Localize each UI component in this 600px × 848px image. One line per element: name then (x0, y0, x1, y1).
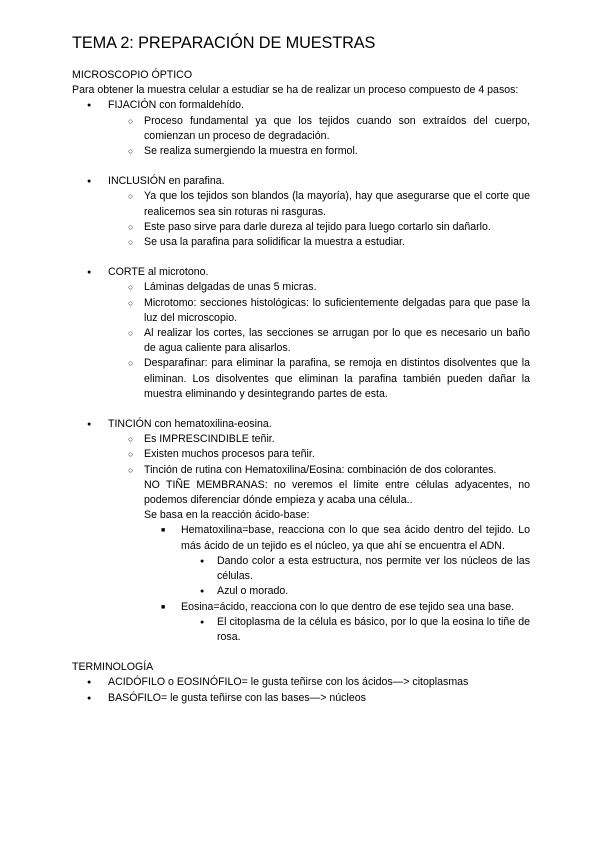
steps-list (72, 98, 530, 113)
list-item: ○ Láminas delgadas de unas 5 micras. (72, 280, 530, 295)
step-label: INCLUSIÓN en parafina. (108, 175, 225, 188)
steps-list (72, 417, 530, 432)
list-item: ○ Se realiza sumergiendo la muestra en formol. (72, 144, 530, 159)
list-item: ○ Microtomo: secciones histológicas: lo suficientemente delgadas para que pase la luz del microscopio. (72, 296, 530, 326)
intro-paragraph: Para obtener la muestra celular a estudiar se ha de realizar un proceso compuesto de 4 pasos: (72, 84, 519, 97)
list-item: ○ Proceso fundamental ya que los tejidos cuando son extraídos del cuerpo, comienzan un proceso de degradación. (72, 114, 530, 144)
steps-list (72, 265, 530, 280)
step-tincion (72, 417, 530, 432)
note-acido-base: Se basa en la reacción ácido-base: (144, 509, 310, 522)
document-page (72, 33, 530, 706)
step-label: CORTE al microtono. (108, 266, 209, 279)
list-item: ○ Es IMPRESCINDIBLE teñir. (72, 432, 530, 447)
list-item: ● BASÓFILO= le gusta teñirse con las bases—> núcleos (72, 691, 530, 706)
list-item: ○ Existen muchos procesos para teñir. (72, 447, 530, 462)
list-item: ○ Este paso sirve para darle dureza al tejido para luego cortarlo sin dañarlo. (72, 220, 530, 235)
section-terminologia (72, 660, 530, 706)
list-item: ○ Al realizar los cortes, las secciones se arrugan por lo que es necesario un baño de agua caliente para alisarlos. (72, 326, 530, 356)
reaction-list (72, 523, 530, 553)
step-fijacion (72, 98, 530, 113)
reaction-details (72, 615, 530, 645)
step-corte (72, 265, 530, 280)
section-microscopio (72, 68, 530, 645)
substeps-list (72, 114, 530, 160)
step-label: TINCIÓN con hematoxilina-eosina. (108, 418, 272, 431)
list-item-hematoxilina: ■ Hematoxilina=base, reacciona con lo que sea ácido dentro del tejido. Lo más ácido de un tejido es el núcleo, ya que ahí se encuentra el ADN. (72, 523, 530, 553)
list-item: ● Dando color a esta estructura, nos permite ver los núcleos de las células. (72, 554, 530, 584)
step-label: FIJACIÓN con formaldehído. (108, 99, 245, 112)
section-heading: MICROSCOPIO ÓPTICO (72, 69, 193, 81)
step-inclusion (72, 174, 530, 189)
substeps-list (72, 432, 530, 478)
list-item: ● ACIDÓFILO o EOSINÓFILO= le gusta teñirse con los ácidos—> citoplasmas (72, 675, 530, 690)
list-item-eosina: ■ Eosina=ácido, reacciona con lo que dentro de ese tejido sea una base. (72, 600, 530, 615)
terminology-list (72, 675, 530, 705)
list-item: ● Azul o morado. (72, 584, 530, 599)
steps-list (72, 174, 530, 189)
list-item: ● El citoplasma de la célula es básico, por lo que la eosina lo tiñe de rosa. (72, 615, 530, 645)
reaction-details (72, 554, 530, 600)
page-title: TEMA 2: PREPARACIÓN DE MUESTRAS (72, 34, 376, 52)
section-heading: TERMINOLOGÍA (72, 661, 154, 674)
list-item: ○ Desparafinar: para eliminar la parafina, se remoja en distintos disolventes que la eliminan. Los disolventes que eliminan la parafina también pueden dañar la muestra eliminando y desintegrando partes de esta. (72, 356, 530, 402)
reaction-list (72, 600, 530, 615)
list-item: ○ Se usa la parafina para solidificar la muestra a estudiar. (72, 235, 530, 250)
list-item: ○ Ya que los tejidos son blandos (la mayoría), hay que asegurarse que el corte que realicemos sea sin roturas ni rasguras. (72, 189, 530, 219)
substeps-list (72, 280, 530, 402)
note-membranas: NO TIÑE MEMBRANAS: no veremos el límite entre células adyacentes, no podemos diferenciar dónde empieza y acaba una célula.. (144, 478, 530, 507)
list-item: ○ Tinción de rutina con Hematoxilina/Eosina: combinación de dos colorantes. (72, 463, 530, 478)
substeps-list (72, 189, 530, 250)
